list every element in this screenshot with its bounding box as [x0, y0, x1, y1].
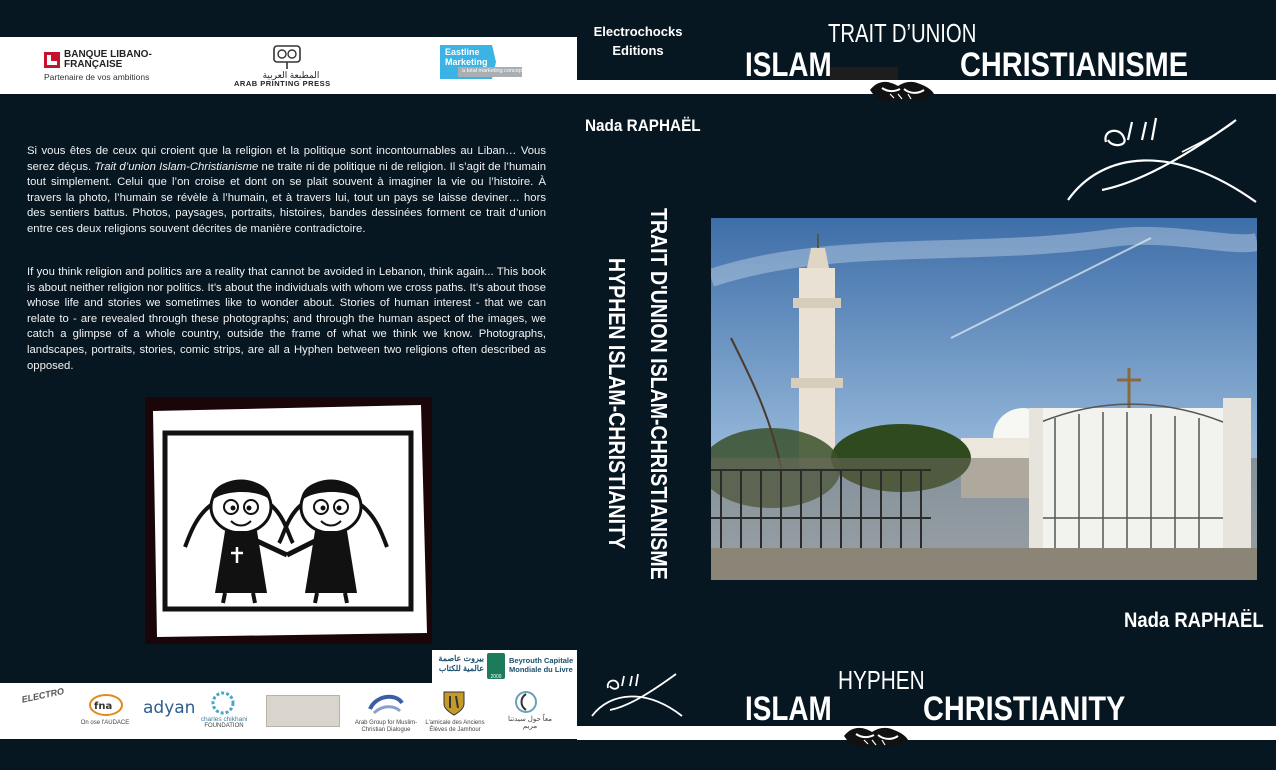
amicale-crest-icon — [442, 690, 466, 716]
back-title-christianity: CHRISTIANITY — [923, 690, 1126, 728]
chikhani-sub: FOUNDATION — [204, 723, 244, 729]
cover-photo-mosque-church — [711, 218, 1257, 580]
publisher-name: Electrochocks Editions — [593, 24, 683, 58]
beyrouth-french: Beyrouth Capitale Mondiale du Livre — [509, 656, 574, 674]
eastline-name: Eastline Marketing — [445, 47, 488, 67]
arab-printing-logo-icon — [272, 44, 302, 70]
blf-tagline: Partenaire de vos ambitions — [44, 72, 150, 82]
arab-group-logo-icon — [366, 691, 406, 717]
adyan-label: adyan — [143, 698, 196, 718]
eastline-tagline: a total marketing concept — [462, 68, 524, 74]
front-title-christianisme: CHRISTIANISME — [960, 46, 1188, 84]
calligraphy-allah-icon — [590, 670, 684, 720]
front-title-islam: ISLAM — [745, 46, 832, 84]
beyrouth-year: 2009 — [490, 674, 502, 680]
spine-title-english: HYPHEN ISLAM-CHRISTIANITY — [604, 258, 630, 550]
maryam-label: معاً حول سيدتنا مريم — [507, 716, 553, 730]
front-title-subtitle: TRAIT D’UNION — [828, 18, 977, 48]
audace-label: On ose l'AUDACE — [80, 720, 130, 726]
beyrouth-capitale-logo — [432, 650, 577, 684]
electro-label: ELECTRO — [20, 686, 65, 705]
clasped-hands-icon — [868, 76, 936, 104]
blf-name: BANQUE LIBANO-FRANÇAISE — [64, 49, 152, 70]
back-text-french-title: Trait d’union Islam-Christianisme — [94, 160, 259, 173]
sponsor-badge-image — [266, 695, 340, 727]
beyrouth-arabic: بيروت عاصمة عالمية للكتاب — [438, 654, 484, 673]
amicale-label: L'amicale des Anciens Élèves de Jamhour — [425, 720, 485, 733]
author-name-front: Nada RAPHAËL — [1124, 609, 1264, 632]
arab-printing-arabic: المطبعة العربية — [262, 70, 320, 80]
svg-text:fna: fna — [94, 701, 113, 712]
arab-group-label: Arab Group for Muslim-Christian Dialogue — [354, 720, 418, 733]
eastline-logo — [440, 45, 522, 79]
chikhani-logo-icon — [210, 691, 236, 715]
comic-illustration — [145, 397, 432, 644]
back-title-islam: ISLAM — [745, 690, 832, 728]
blf-logo-icon — [44, 52, 60, 68]
audace-logo-icon — [88, 693, 124, 717]
author-name-back: Nada RAPHAËL — [585, 116, 701, 135]
clasped-hands-icon — [842, 722, 910, 750]
back-title-subtitle: HYPHEN — [838, 665, 925, 695]
back-text-french-end: ne traite ni de politique ni de religion. Il s’agit de l’humain tout simplement. Celui que l’on croise et dont on se plait souvent à imaginer la vie ou l’histoire. À travers la photo, l’humain se révèle à l’humain, et à travers lui, tout un pays se laisse deviner… hors des sentiers battus. Photos, paysages, portraits, histoires, bandes dessinées forment ce trait d’union entre ces deux religions souvent décrites de manière contradictoire. — [27, 160, 546, 235]
arab-printing-name: ARAB PRINTING PRESS — [234, 79, 331, 88]
back-text-english: If you think religion and politics are a reality that cannot be avoided in Lebanon, think again... This book is about neither religion nor politics. It’s about the individuals with whom we cross paths. It’s about those whose life and stories we sometimes like to wonder about. Stories of human interest - that we can relate to - are revealed through these photographs; and through the human aspect of the images, we catch a glimpse of a whole country, outside the frame of what we think we know. Photographs, landscapes, portraits, stories, comic strips, are all a Hyphen between two religions often described as opposed. — [27, 266, 546, 372]
chikhani-label: charles chikhani — [200, 716, 248, 723]
calligraphy-allah-icon — [1062, 112, 1258, 204]
maryam-logo-icon — [512, 690, 540, 714]
back-text-french — [27, 144, 546, 238]
back-text-french-start: Si vous êtes de ceux qui croient que la religion et la politique sont incontournables au Liban… Vous serez déçus. — [27, 145, 546, 173]
spine-title-french: TRAIT D'UNION ISLAM-CHRISTIANISME — [646, 208, 672, 580]
